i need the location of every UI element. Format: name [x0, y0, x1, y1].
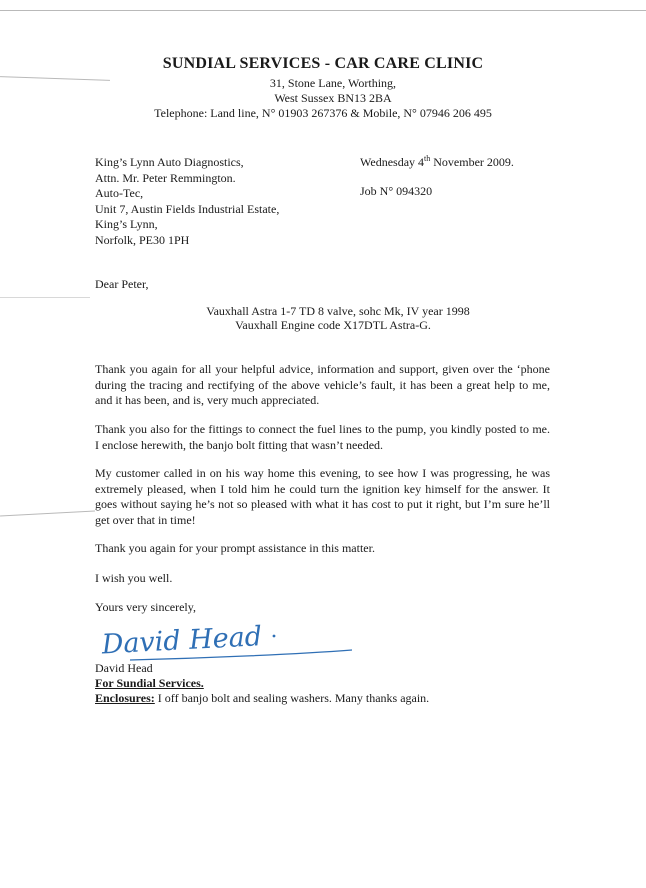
body-paragraph: My customer called in on his way home this evening, to see how I was progressing, he was extremely pleased, when I told him he could turn the ignition key himself for the answer. It goes without saying he’s not so pleased with what it has cost to put it right, but I’m sure he’ll get over that in time!	[95, 466, 550, 527]
scan-edge-top	[0, 10, 646, 11]
signer-company: For Sundial Services.	[95, 676, 204, 690]
letter-date	[360, 155, 514, 170]
recipient-line: Norfolk, PE30 1PH	[95, 232, 190, 247]
body-paragraph: Thank you again for all your helpful advice, information and support, given over the ‘phone during the tracing and rectifying of the above vehicle’s fault, it has been a great help to me, and it has been, and is, very much appreciated.	[95, 362, 550, 407]
date-prefix: Wednesday 4	[360, 155, 425, 169]
signature-dot	[273, 635, 276, 638]
date-ordinal: th	[424, 154, 431, 163]
scan-fold-mark-middle	[0, 297, 90, 298]
subject-line-2: Vauxhall Engine code X17DTL Astra-G.	[235, 318, 431, 332]
salutation: Dear Peter,	[95, 277, 149, 291]
recipient-line: King’s Lynn Auto Diagnostics,	[95, 155, 244, 169]
body-paragraph: Thank you again for your prompt assistance in this matter.	[95, 541, 375, 555]
letterhead-address-line-2: West Sussex BN13 2BA	[274, 91, 392, 105]
enclosures-text: I off banjo bolt and sealing washers. Many thanks again.	[154, 691, 430, 705]
signature-script: David Head	[100, 621, 263, 661]
date-rest: November 2009.	[430, 155, 514, 169]
recipient-line: Attn. Mr. Peter Remmington.	[95, 170, 236, 185]
recipient-line: King’s Lynn,	[95, 217, 158, 231]
company-title: SUNDIAL SERVICES - CAR CARE CLINIC	[162, 55, 484, 72]
recipient-line: Unit 7, Austin Fields Industrial Estate,	[95, 201, 280, 216]
closing: Yours very sincerely,	[95, 600, 196, 614]
enclosures-label: Enclosures:	[95, 691, 155, 705]
job-number: Job N° 094320	[360, 184, 433, 198]
body-paragraph: I wish you well.	[95, 571, 173, 585]
recipient-address	[95, 155, 279, 248]
enclosures-line	[95, 691, 429, 706]
scan-fold-mark-lower	[0, 511, 95, 517]
letterhead-telephone: Telephone: Land line, N° 01903 267376 & Mobile, N° 07946 206 495	[154, 106, 492, 120]
signer-name: David Head	[95, 661, 153, 675]
body-paragraph: Thank you also for the fittings to connect the fuel lines to the pump, you kindly posted to me. I enclose herewith, the banjo bolt fitting that wasn’t needed.	[95, 422, 550, 452]
letterhead-address-line-1: 31, Stone Lane, Worthing,	[269, 76, 397, 90]
subject-line-1: Vauxhall Astra 1-7 TD 8 valve, sohc Mk, IV year 1998	[206, 304, 470, 318]
recipient-line: Auto-Tec,	[95, 186, 144, 200]
